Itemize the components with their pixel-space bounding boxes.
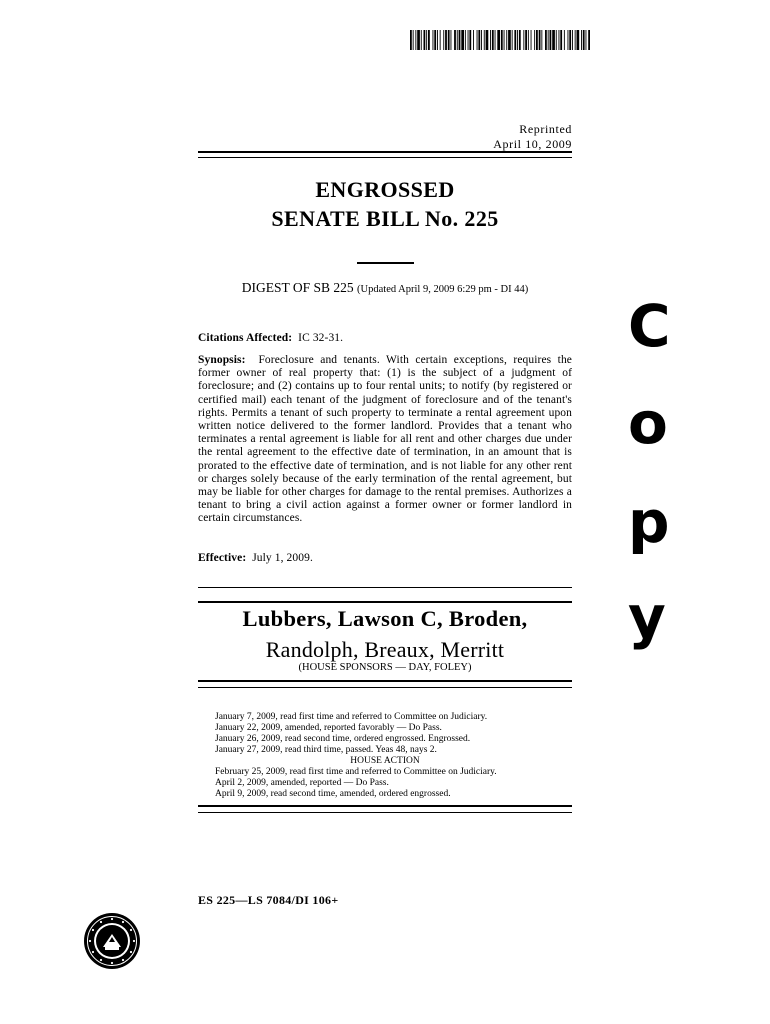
reprinted-label: Reprinted bbox=[519, 122, 572, 136]
copy-watermark-letter: o bbox=[628, 389, 668, 457]
copy-watermark-letter: p bbox=[628, 488, 670, 556]
history-entry: February 25, 2009, read first time and referred to Committee on Judiciary. bbox=[215, 767, 497, 777]
legislative-history bbox=[215, 712, 555, 800]
history-entry: April 2, 2009, amended, reported — Do Pass. bbox=[215, 778, 389, 788]
history-entry: January 27, 2009, read third time, passed. Yeas 48, nays 2. bbox=[215, 745, 437, 755]
bill-title-line2: SENATE BILL No. 225 bbox=[271, 206, 499, 231]
reprint-notice bbox=[493, 122, 572, 152]
bill-identifier: ES 225—LS 7084/DI 106+ bbox=[198, 893, 339, 907]
effective-date bbox=[198, 552, 572, 565]
copy-watermark-letter: y bbox=[628, 583, 666, 651]
digest-updated: (Updated April 9, 2009 6:29 pm - DI 44) bbox=[357, 284, 529, 295]
title-dash bbox=[357, 262, 414, 264]
citations-affected bbox=[198, 332, 572, 345]
house-sponsors: (HOUSE SPONSORS — DAY, FOLEY) bbox=[298, 662, 472, 673]
sponsors-bottom-rule bbox=[198, 680, 572, 688]
senate-sponsors: Lubbers, Lawson C, Broden, bbox=[242, 606, 528, 631]
digest-label: DIGEST OF SB 225 bbox=[241, 280, 354, 295]
bill-title bbox=[198, 175, 572, 233]
sponsors-top-rule bbox=[198, 587, 572, 603]
house-action-heading: HOUSE ACTION bbox=[350, 756, 420, 766]
citations-value: IC 32-31. bbox=[298, 332, 344, 344]
citations-label: Citations Affected: bbox=[198, 332, 293, 344]
digest-line bbox=[198, 280, 572, 296]
synopsis-text: Foreclosure and tenants. With certain exceptions, requires the former owner of real property that: (1) is the subject of a judgment of foreclosure; and (2) contains up to four rental units; to notify (by registered or certified mail) each tenant of the judgment of foreclosure and of the tenant's rights. Permits a tenant of such property to terminate a rental agreement upon written notice delivered to the former landlord. Provides that a tenant who terminates a rental agreement is liable for all rent and other charges due under the rental agreement to the effective date of termination, in an amount that is prorated to the effective date of termination, and is not liable for any other rent or charges solely because of the early termination of the rental agreement, but may be liable for other charges for damage to the rental premises. Authorizes a tenant to bring a civil action against a former owner or former landlord in certain circumstances. bbox=[198, 354, 573, 525]
barcode-icon bbox=[410, 30, 590, 50]
header-rule bbox=[198, 151, 572, 158]
reprint-date: April 10, 2009 bbox=[493, 137, 572, 151]
effective-value: July 1, 2009. bbox=[252, 552, 313, 564]
history-entry: January 7, 2009, read first time and referred to Committee on Judiciary. bbox=[215, 712, 488, 722]
synopsis bbox=[198, 354, 572, 526]
history-entry: January 22, 2009, amended, reported favorably — Do Pass. bbox=[215, 723, 442, 733]
history-entry: January 26, 2009, read second time, ordered engrossed. Engrossed. bbox=[215, 734, 471, 744]
synopsis-label: Synopsis: bbox=[198, 354, 246, 366]
state-seal-icon bbox=[83, 912, 141, 970]
copy-watermark-letter: C bbox=[628, 292, 671, 360]
effective-label: Effective: bbox=[198, 552, 247, 564]
bill-title-line1: ENGROSSED bbox=[315, 177, 455, 202]
history-entry: April 9, 2009, read second time, amended, ordered engrossed. bbox=[215, 789, 451, 799]
history-bottom-rule bbox=[198, 805, 572, 813]
senate-sponsors-continued: Randolph, Breaux, Merritt bbox=[265, 637, 505, 662]
